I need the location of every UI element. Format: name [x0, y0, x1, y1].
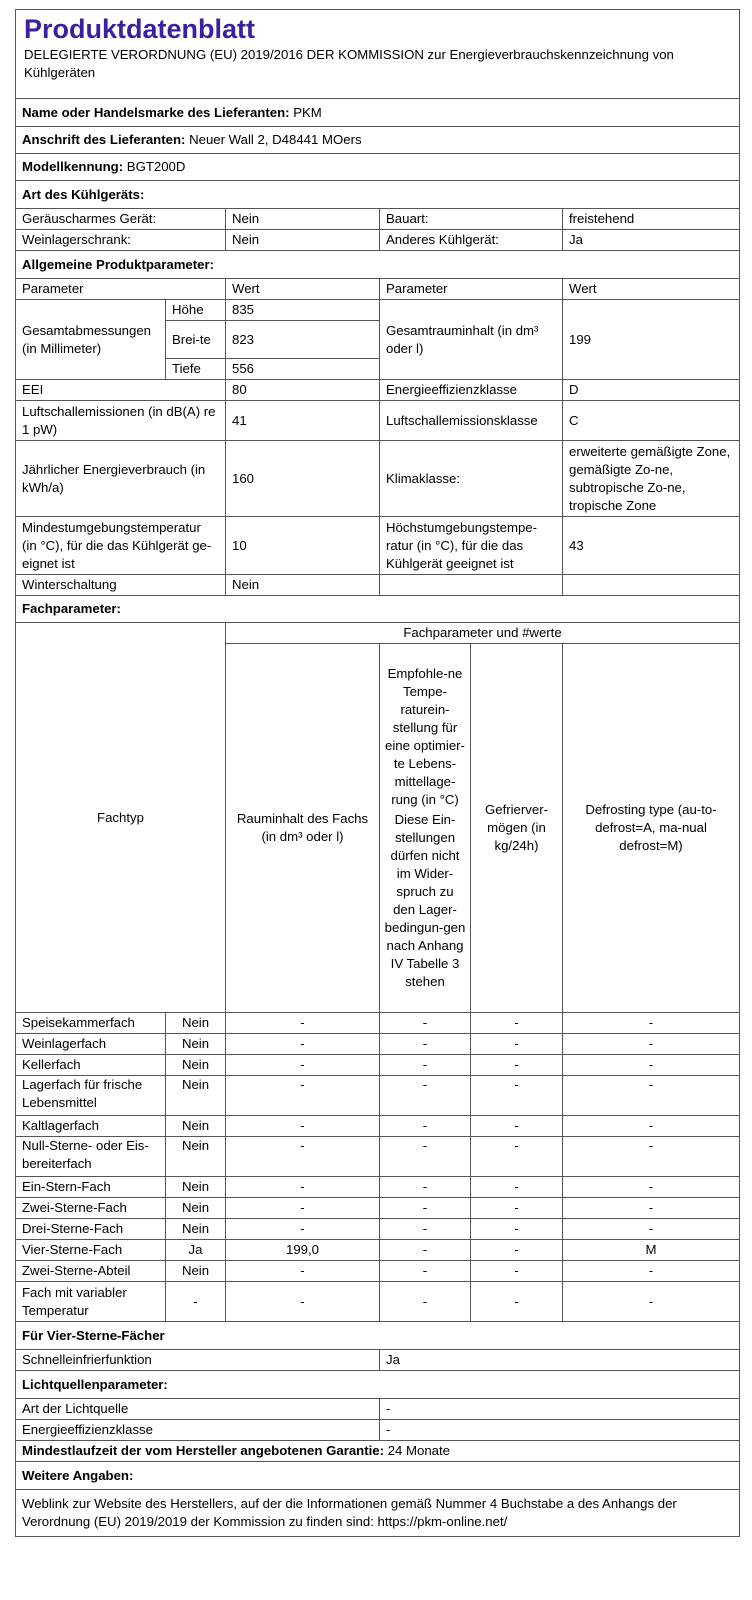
temp-header-text: Empfohle-ne Tempe-raturein-stellung für eine optimier-te Lebens-mittellage-rung (in °C) — [385, 666, 465, 807]
param-value: Nein — [226, 575, 380, 596]
param-label: Klimaklasse: — [380, 441, 563, 517]
compartment-volume: - — [226, 1116, 380, 1137]
compartment-temp: - — [380, 1282, 471, 1322]
compartment-present: Nein — [166, 1034, 226, 1055]
volume-header: Rauminhalt des Fachs (in dm³ oder l) — [226, 644, 380, 1013]
compartment-freeze: - — [471, 1177, 563, 1198]
param-label: Energieeffizienzklasse — [380, 380, 563, 401]
compartment-defrost: - — [563, 1198, 740, 1219]
compartment-temp: - — [380, 1240, 471, 1261]
compartment-name: Lagerfach für frische Lebensmittel — [16, 1076, 166, 1116]
cell: Nein — [226, 230, 380, 251]
dim-label: Höhe — [166, 300, 226, 321]
compartment-name: Drei-Sterne-Fach — [16, 1219, 166, 1240]
compartment-name: Zwei-Sterne-Abteil — [16, 1261, 166, 1282]
param-value: C — [563, 401, 740, 441]
compartment-temp: - — [380, 1055, 471, 1076]
compartment-defrost: - — [563, 1282, 740, 1322]
compartment-name: Ein-Stern-Fach — [16, 1177, 166, 1198]
compartment-present: Nein — [166, 1116, 226, 1137]
param-label — [380, 575, 563, 596]
dim-label: Tiefe — [166, 359, 226, 380]
compartment-freeze: - — [471, 1219, 563, 1240]
datasheet-table — [15, 9, 740, 1537]
supplier-row — [16, 99, 740, 127]
compartment-present: Nein — [166, 1055, 226, 1076]
compartment-defrost: - — [563, 1055, 740, 1076]
compartment-temp: - — [380, 1261, 471, 1282]
compartment-rows — [16, 1013, 740, 1322]
warranty-row — [16, 1441, 740, 1462]
compartment-defrost: - — [563, 1034, 740, 1055]
defrost-header: Defrosting type (au-to-defrost=A, ma-nual defrost=M) — [563, 644, 740, 1013]
param-value: 160 — [226, 441, 380, 517]
address-value: Neuer Wall 2, D48441 MOers — [189, 132, 362, 147]
compartment-volume: - — [226, 1013, 380, 1034]
col-header: Wert — [563, 279, 740, 300]
weblink-text: Weblink zur Website des Herstellers, auf der die Informationen gemäß Nummer 4 Buchstabe a des Anhangs der Verordnung (EU) 2019/2019 der Kommission zu finden sind: https://pkm-online.net/ — [16, 1490, 740, 1537]
compartment-defrost: - — [563, 1013, 740, 1034]
param-label: Jährlicher Energieverbrauch (in kWh/a) — [16, 441, 226, 517]
light-label: Energieeffizienzklasse — [16, 1420, 380, 1441]
compartment-defrost: - — [563, 1261, 740, 1282]
light-heading: Lichtquellenparameter: — [16, 1371, 740, 1399]
compartment-freeze: - — [471, 1198, 563, 1219]
model-label: Modellkennung: — [22, 159, 124, 174]
warranty-label: Mindestlaufzeit der vom Hersteller angebotenen Garantie: — [22, 1443, 385, 1458]
compartment-defrost: - — [563, 1177, 740, 1198]
supplier-label: Name oder Handelsmarke des Lieferanten: — [22, 104, 290, 120]
compartment-temp: - — [380, 1034, 471, 1055]
compartment-temp: - — [380, 1137, 471, 1177]
param-value: D — [563, 380, 740, 401]
compartment-freeze: - — [471, 1282, 563, 1322]
four-star-heading: Für Vier-Sterne-Fächer — [16, 1322, 740, 1350]
compartment-volume: 199,0 — [226, 1240, 380, 1261]
volume-value: 199 — [563, 300, 740, 380]
cell: Anderes Kühlgerät: — [380, 230, 563, 251]
param-label: Höchstumgebungstempe-ratur (in °C), für die das Kühlgerät geeignet ist — [380, 517, 563, 575]
quick-freeze-value: Ja — [380, 1350, 740, 1371]
param-label: Luftschallemissionsklasse — [380, 401, 563, 441]
compartment-volume: - — [226, 1076, 380, 1116]
address-label: Anschrift des Lieferanten: — [22, 132, 186, 147]
param-value — [563, 575, 740, 596]
page-subtitle: DELEGIERTE VERORDNUNG (EU) 2019/2016 DER KOMMISSION zur Energieverbrauchskennzeichnung von Kühlgeräten — [24, 47, 674, 80]
more-heading: Weitere Angaben: — [16, 1462, 740, 1490]
compartment-name: Speisekammerfach — [16, 1013, 166, 1034]
compartment-volume: - — [226, 1219, 380, 1240]
compartment-present: - — [166, 1282, 226, 1322]
compartment-freeze: - — [471, 1013, 563, 1034]
compartment-present: Nein — [166, 1076, 226, 1116]
compartment-name: Vier-Sterne-Fach — [16, 1240, 166, 1261]
compartment-freeze: - — [471, 1055, 563, 1076]
dim-value: 556 — [226, 359, 380, 380]
compartment-defrost: - — [563, 1137, 740, 1177]
compartment-temp: - — [380, 1076, 471, 1116]
compartment-temp: - — [380, 1013, 471, 1034]
compartment-present: Ja — [166, 1240, 226, 1261]
compartment-volume: - — [226, 1261, 380, 1282]
freeze-header: Gefrierver-mögen (in kg/24h) — [471, 644, 563, 1013]
compartments-heading: Fachparameter: — [16, 596, 740, 623]
compartment-present: Nein — [166, 1137, 226, 1177]
model-row — [16, 154, 740, 181]
param-label: EEI — [16, 380, 226, 401]
cell: freistehend — [563, 209, 740, 230]
compartment-present: Nein — [166, 1013, 226, 1034]
compartment-name: Null-Sterne- oder Eis-bereiterfach — [16, 1137, 166, 1177]
dim-label: Brei-te — [166, 321, 226, 359]
compartment-name: Kaltlagerfach — [16, 1116, 166, 1137]
dims-label: Gesamtabmessungen (in Millimeter) — [16, 300, 166, 380]
param-label: Mindestumgebungstemperatur (in °C), für die das Kühlgerät ge-eignet ist — [16, 517, 226, 575]
cell: Weinlagerschrank: — [16, 230, 226, 251]
param-value: erweiterte gemäßigte Zone, gemäßigte Zo-ne, subtropische Zo-ne, tropische Zone — [563, 441, 740, 517]
param-value: 80 — [226, 380, 380, 401]
compartment-type-header: Fachtyp — [16, 623, 226, 1013]
compartment-defrost: - — [563, 1219, 740, 1240]
compartment-present: Nein — [166, 1198, 226, 1219]
compartment-freeze: - — [471, 1116, 563, 1137]
compartment-defrost: M — [563, 1240, 740, 1261]
light-label: Art der Lichtquelle — [16, 1399, 380, 1420]
warranty-value: 24 Monate — [387, 1443, 451, 1458]
compartment-name: Weinlagerfach — [16, 1034, 166, 1055]
supplier-value: PKM — [293, 104, 322, 120]
dim-value: 835 — [226, 300, 380, 321]
param-value: 41 — [226, 401, 380, 441]
compartment-volume: - — [226, 1282, 380, 1322]
cell: Bauart: — [380, 209, 563, 230]
title-block — [16, 10, 740, 99]
compartment-freeze: - — [471, 1034, 563, 1055]
param-value: 43 — [563, 517, 740, 575]
dim-value: 823 — [226, 321, 380, 359]
volume-label: Gesamtrauminhalt (in dm³ oder l) — [380, 300, 563, 380]
compartment-defrost: - — [563, 1116, 740, 1137]
compartment-volume: - — [226, 1198, 380, 1219]
model-value: BGT200D — [126, 159, 186, 174]
page-title: Produktdatenblatt — [24, 14, 256, 44]
col-header: Parameter — [380, 279, 563, 300]
col-header: Parameter — [16, 279, 226, 300]
compartment-temp: - — [380, 1219, 471, 1240]
compartment-name: Kellerfach — [16, 1055, 166, 1076]
col-header: Wert — [226, 279, 380, 300]
compartment-defrost: - — [563, 1076, 740, 1116]
compartment-present: Nein — [166, 1219, 226, 1240]
general-heading: Allgemeine Produktparameter: — [16, 251, 740, 279]
compartment-name: Zwei-Sterne-Fach — [16, 1198, 166, 1219]
cell: Ja — [563, 230, 740, 251]
light-value: - — [380, 1420, 740, 1441]
compartment-volume: - — [226, 1177, 380, 1198]
datasheet — [15, 9, 739, 1537]
compartment-volume: - — [226, 1034, 380, 1055]
compartment-volume: - — [226, 1137, 380, 1177]
param-label: Winterschaltung — [16, 575, 226, 596]
compartment-freeze: - — [471, 1076, 563, 1116]
compartment-temp: - — [380, 1177, 471, 1198]
appliance-type-heading: Art des Kühlgeräts: — [16, 181, 740, 209]
compartment-name: Fach mit variabler Temperatur — [16, 1282, 166, 1322]
compartment-temp: - — [380, 1116, 471, 1137]
compartment-freeze: - — [471, 1137, 563, 1177]
compartment-volume: - — [226, 1055, 380, 1076]
compartments-group-header: Fachparameter und #werte — [226, 623, 740, 644]
compartment-present: Nein — [166, 1261, 226, 1282]
temp-note: Diese Ein-stellungen dürfen nicht im Wider-spruch zu den Lager-bedingun-gen nach Anhang IV Tabelle 3 stehen — [384, 812, 466, 989]
compartment-freeze: - — [471, 1261, 563, 1282]
param-value: 10 — [226, 517, 380, 575]
compartment-temp: - — [380, 1198, 471, 1219]
light-value: - — [380, 1399, 740, 1420]
param-label: Luftschallemissionen (in dB(A) re 1 pW) — [16, 401, 226, 441]
compartment-present: Nein — [166, 1177, 226, 1198]
address-row — [16, 127, 740, 154]
compartment-freeze: - — [471, 1240, 563, 1261]
cell: Geräuscharmes Gerät: — [16, 209, 226, 230]
quick-freeze-label: Schnelleinfrierfunktion — [16, 1350, 380, 1371]
cell: Nein — [226, 209, 380, 230]
temp-header — [380, 644, 471, 1013]
